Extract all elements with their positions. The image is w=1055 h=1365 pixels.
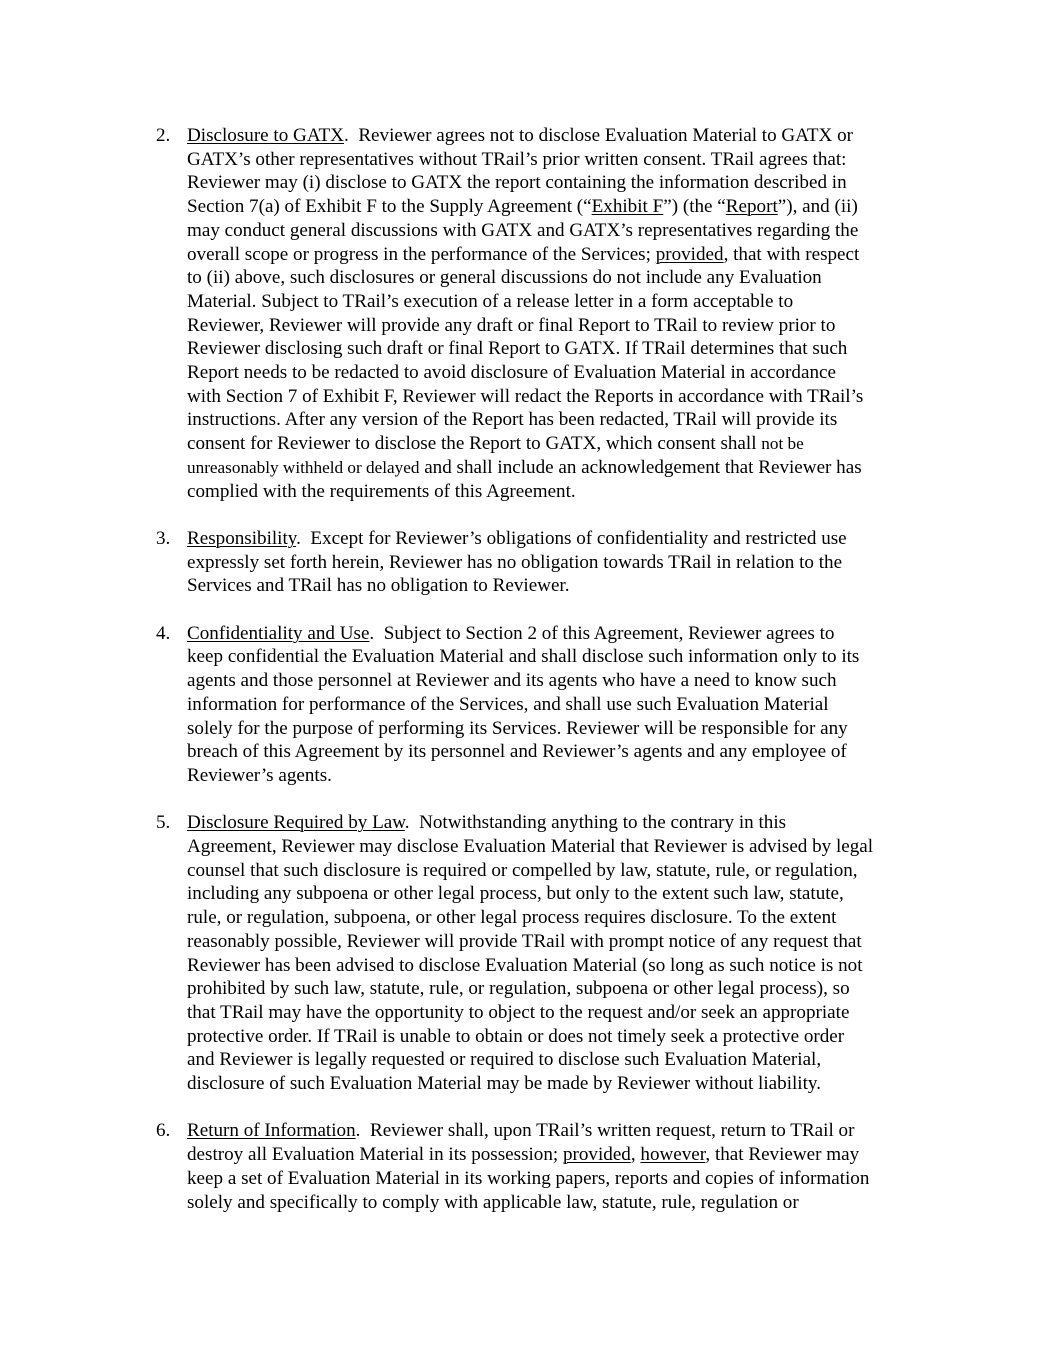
- clause-responsibility: [156, 527, 936, 598]
- clause-line: Disclosure to GATX. Reviewer agrees not to disclose Evaluation Material to GATX or: [187, 125, 854, 146]
- clause-line: reasonably possible, Reviewer will provide TRail with prompt notice of any request that: [187, 930, 862, 952]
- clause-line: Confidentiality and Use. Subject to Section 2 of this Agreement, Reviewer agrees to: [187, 622, 835, 644]
- clause-line: Reviewer disclosing such draft or final Report to GATX. If TRail determines that such: [187, 338, 848, 360]
- clause-line: Agreement, Reviewer may disclose Evaluation Material that Reviewer is advised by legal: [187, 836, 874, 858]
- clause-line: keep a set of Evaluation Material in its working papers, reports and copies of information: [187, 1167, 870, 1189]
- clause-disclosure-required-by-law: [156, 811, 936, 1095]
- clause-line: Services and TRail has no obligation to Reviewer.: [187, 575, 570, 597]
- clause-return-of-information: [156, 1119, 936, 1214]
- clause-line: unreasonably withheld or delayed and shall include an acknowledgement that Reviewer has: [187, 456, 862, 478]
- clause-line: breach of this Agreement by its personnel and Reviewer’s agents and any employee of: [187, 741, 847, 763]
- proviso-term: provided: [562, 1144, 631, 1166]
- clause-line: and Reviewer is legally requested or required to disclose such Evaluation Material,: [187, 1049, 822, 1071]
- clause-heading: Confidentiality and Use: [187, 622, 370, 644]
- clause-line: Material. Subject to TRail’s execution of a release letter in a form acceptable to: [187, 290, 794, 312]
- clause-line: GATX’s other representatives without TRail’s prior written consent. TRail agrees that:: [187, 148, 847, 170]
- proviso-term: provided: [655, 243, 724, 265]
- clause-line: agents and those personnel at Reviewer and its agents who have a need to know such: [187, 670, 837, 692]
- clause-line: complied with the requirements of this Agreement.: [187, 480, 576, 502]
- clause-line: Responsibility. Except for Reviewer’s obligations of confidentiality and restricted use: [187, 527, 847, 549]
- clause-number: 5.: [156, 812, 171, 834]
- defined-term-exhibit-f: Exhibit F: [591, 196, 664, 218]
- clause-line: expressly set forth herein, Reviewer has no obligation towards TRail in relation to the: [187, 551, 843, 573]
- clause-line: consent for Reviewer to disclose the Report to GATX, which consent shall not be: [187, 433, 804, 455]
- clause-disclosure-to-gatx: [156, 124, 936, 503]
- proviso-term: however: [640, 1144, 706, 1166]
- clause-line: Disclosure Required by Law. Notwithstanding anything to the contrary in this: [187, 812, 787, 834]
- clause-line: with Section 7 of Exhibit F, Reviewer will redact the Reports in accordance with TRail’s: [187, 385, 864, 407]
- clause-line: to (ii) above, such disclosures or general discussions do not include any Evaluation: [187, 267, 822, 289]
- clause-line: Report needs to be redacted to avoid disclosure of Evaluation Material in accordance: [187, 362, 836, 384]
- clause-confidentiality-and-use: [156, 622, 936, 788]
- clause-line: Section 7(a) of Exhibit F to the Supply Agreement (“Exhibit F”) (the “Report”), and (ii): [187, 196, 858, 218]
- clause-line: prohibited by such law, statute, rule, or regulation, subpoena or other legal process), so: [187, 978, 850, 1000]
- clause-number: 2.: [156, 125, 171, 146]
- clause-heading: Responsibility: [187, 527, 297, 549]
- clause-heading: Return of Information: [187, 1120, 356, 1142]
- clause-heading: Disclosure to GATX: [187, 125, 344, 146]
- clause-line: information for performance of the Services, and shall use such Evaluation Material: [187, 693, 829, 715]
- clause-heading: Disclosure Required by Law: [187, 812, 405, 834]
- clause-line: overall scope or progress in the performance of the Services; provided, that with respect: [187, 243, 860, 265]
- clause-line: keep confidential the Evaluation Material and shall disclose such information only to its: [187, 646, 860, 668]
- numbered-clause-list: [156, 124, 936, 1238]
- clause-line: disclosure of such Evaluation Material may be made by Reviewer without liability.: [187, 1073, 821, 1095]
- defined-term-report: Report: [725, 196, 778, 218]
- clause-line: Reviewer may (i) disclose to GATX the report containing the information described in: [187, 172, 847, 194]
- clause-number: 4.: [156, 622, 171, 644]
- clause-line: that TRail may have the opportunity to object to the request and/or seek an appropriate: [187, 1001, 850, 1023]
- clause-number: 3.: [156, 527, 171, 549]
- clause-line: instructions. After any version of the Report has been redacted, TRail will provide its: [187, 409, 838, 431]
- clause-line: destroy all Evaluation Material in its possession; provided, however, that Reviewer may: [187, 1144, 860, 1166]
- clause-line: rule, or regulation, subpoena, or other legal process requires disclosure. To the extent: [187, 907, 837, 929]
- clause-line: protective order. If TRail is unable to obtain or does not timely seek a protective order: [187, 1025, 845, 1047]
- clause-line: Reviewer has been advised to disclose Evaluation Material (so long as such notice is not: [187, 954, 863, 976]
- clause-line: Reviewer, Reviewer will provide any draft or final Report to TRail to review prior to: [187, 314, 836, 336]
- clause-line: solely and specifically to comply with applicable law, statute, rule, regulation or: [187, 1191, 799, 1213]
- clause-line: solely for the purpose of performing its Services. Reviewer will be responsible for any: [187, 717, 848, 739]
- clause-line: may conduct general discussions with GATX and GATX’s representatives regarding the: [187, 219, 859, 241]
- clause-line: counsel that such disclosure is required or compelled by law, statute, rule, or regulation,: [187, 859, 858, 881]
- clause-line: Reviewer’s agents.: [187, 764, 332, 786]
- clause-number: 6.: [156, 1120, 171, 1142]
- clause-line: including any subpoena or other legal process, but only to the extent such law, statute,: [187, 883, 844, 905]
- clause-line: Return of Information. Reviewer shall, upon TRail’s written request, return to TRail or: [187, 1120, 855, 1142]
